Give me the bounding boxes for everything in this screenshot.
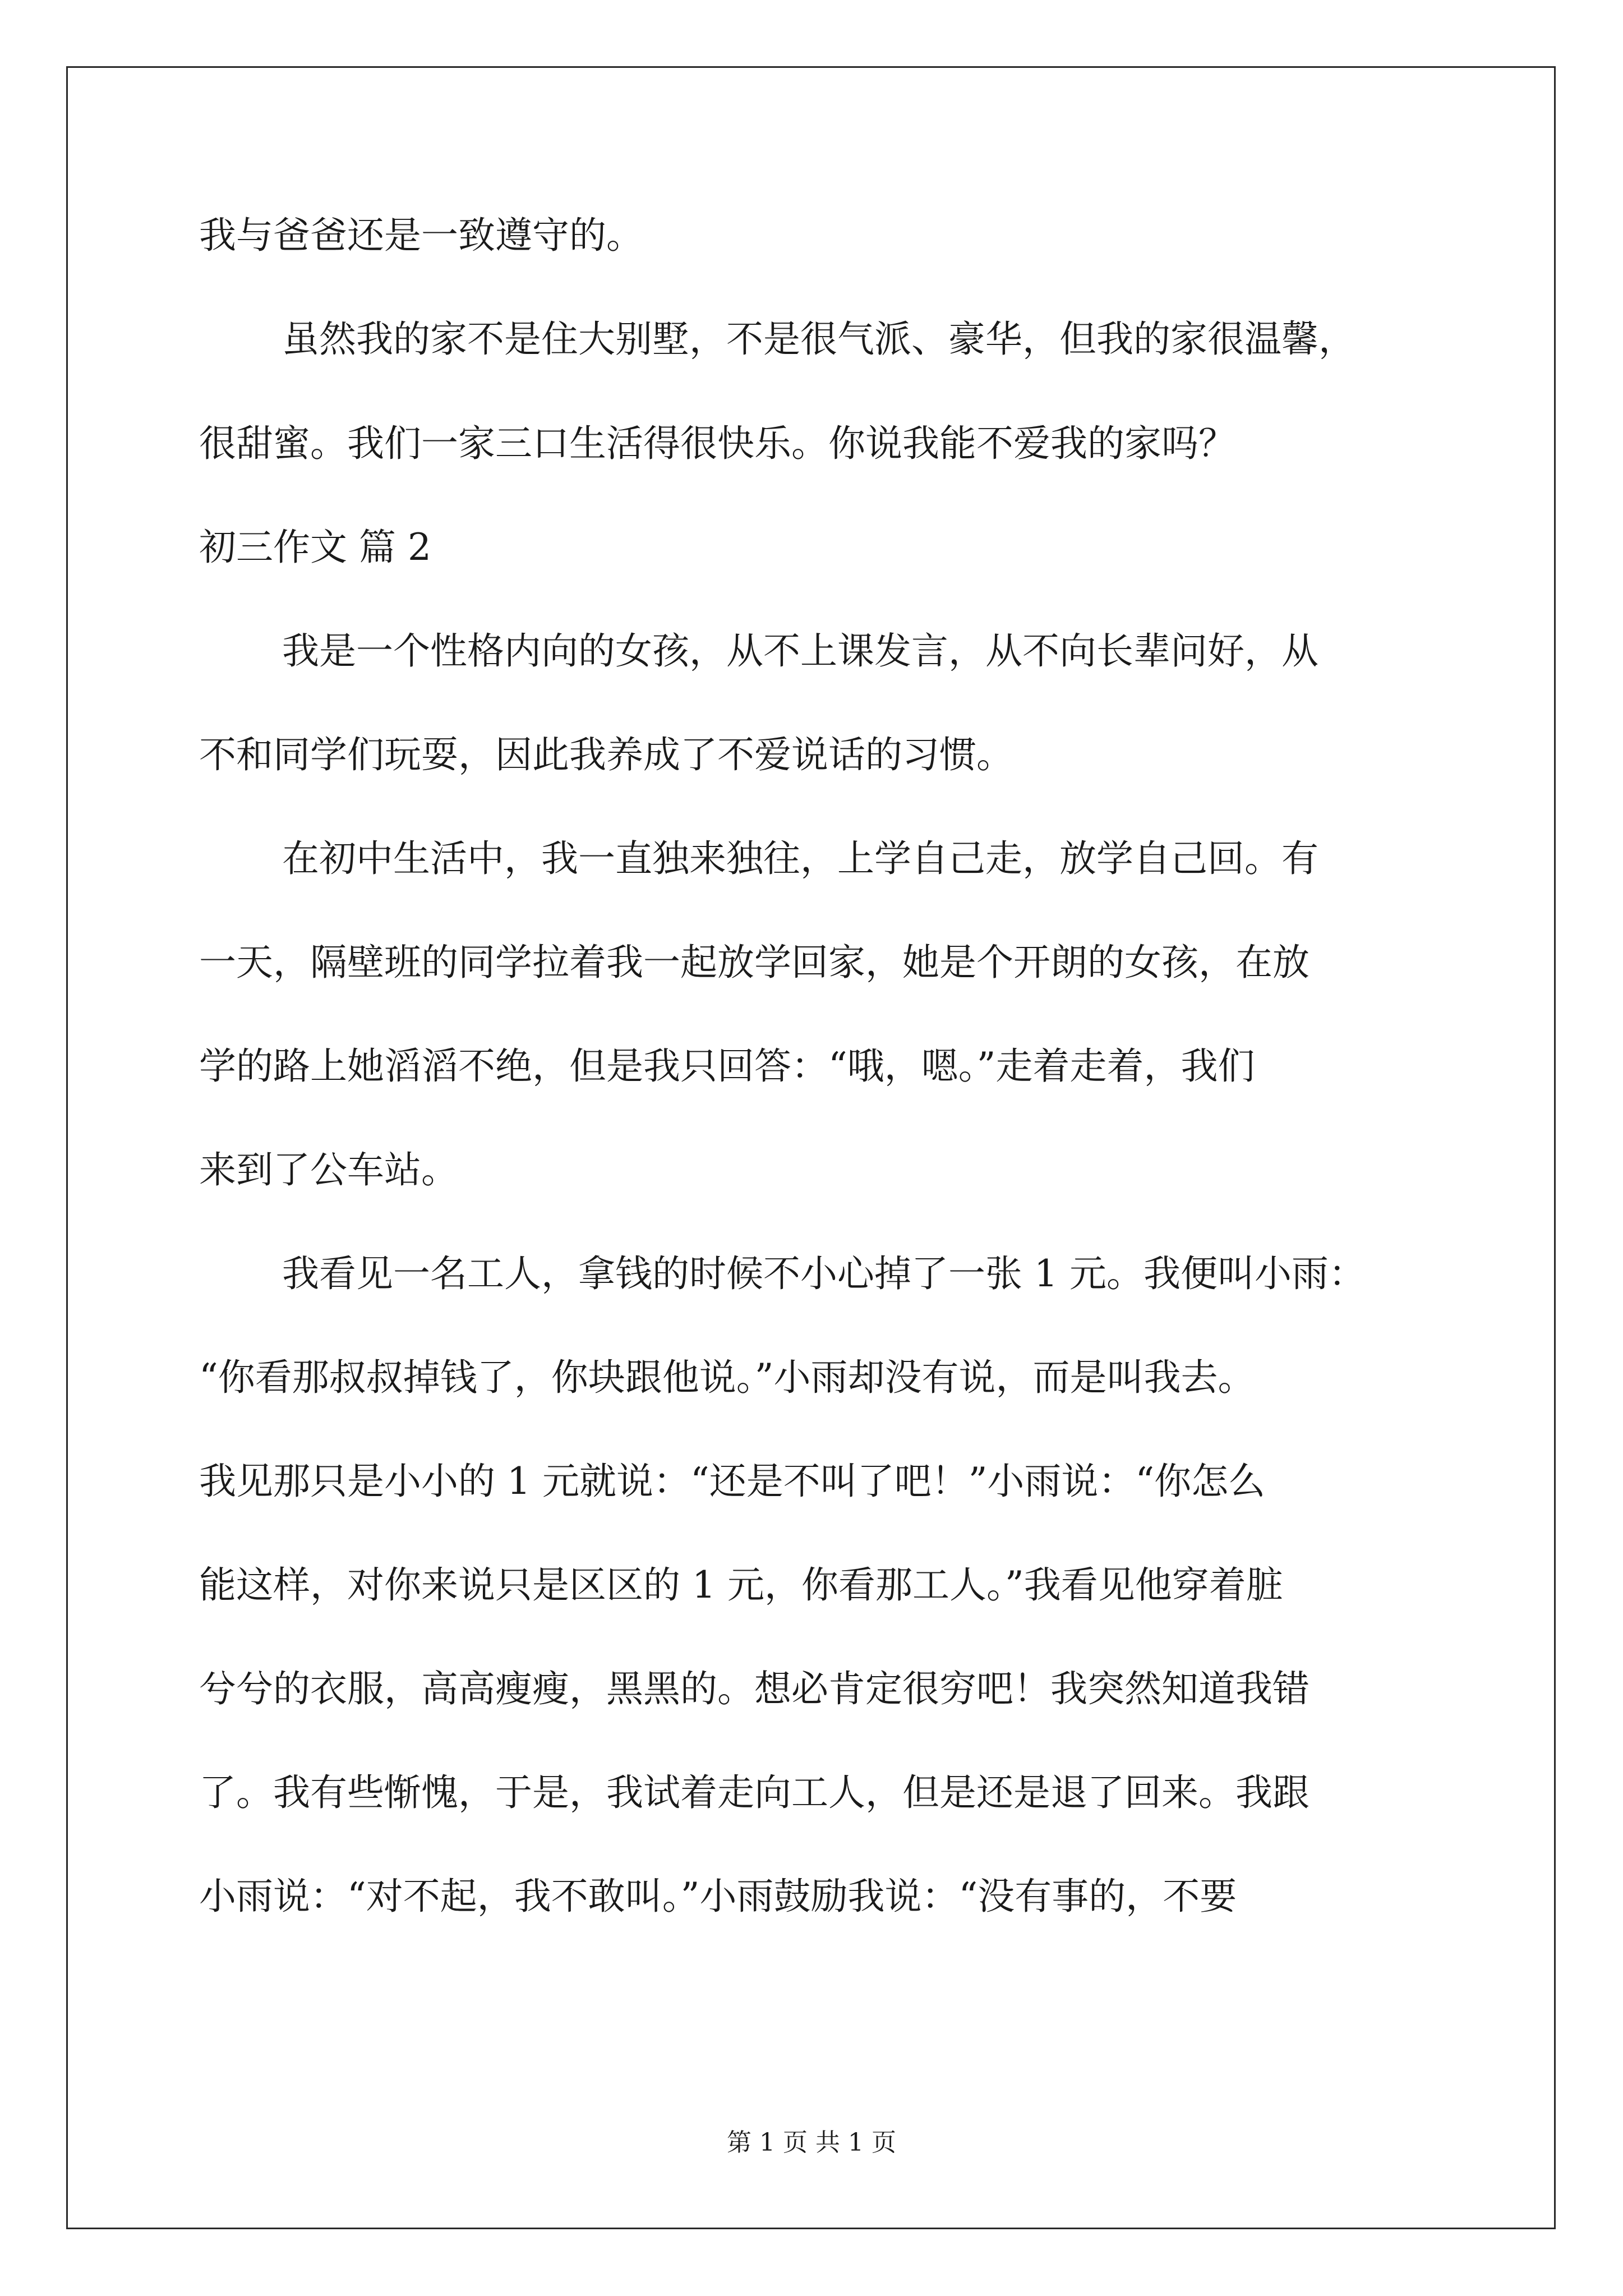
page-footer: 第 1 页 共 1 页 <box>727 2128 896 2157</box>
text-line: 我见那只是小小的 1 元就说：“还是不叫了吧！”小雨说：“你怎么 <box>199 1460 1266 1503</box>
text-line: 来到了公车站。 <box>199 1148 458 1191</box>
text-line: 不和同学们玩耍，因此我养成了不爱说话的习惯。 <box>199 733 1013 776</box>
section-heading: 初三作文 篇 2 <box>199 526 431 569</box>
text-line: 能这样，对你来说只是区区的 1 元，你看那工人。”我看见他穿着脏 <box>199 1563 1283 1607</box>
text-line: 一天，隔壁班的同学拉着我一起放学回家，她是个开朗的女孩，在放 <box>199 941 1310 984</box>
text-line: 我与爸爸还是一致遵守的。 <box>199 214 643 257</box>
text-line: 学的路上她滔滔不绝，但是我只回答：“哦，嗯。”走着走着，我们 <box>199 1045 1255 1088</box>
text-line: 我看见一名工人，拿钱的时候不小心掉了一张 1 元。我便叫小雨： <box>282 1252 1366 1295</box>
text-line: 我是一个性格内向的女孩，从不上课发言，从不向长辈问好，从 <box>282 629 1318 673</box>
text-line: 了。我有些惭愧，于是，我试着走向工人，但是还是退了回来。我跟 <box>199 1771 1310 1814</box>
text-line: 很甜蜜。我们一家三口生活得很快乐。你说我能不爱我的家吗？ <box>199 422 1235 465</box>
text-line: 兮兮的衣服，高高瘦瘦，黑黑的。想必肯定很穷吧！我突然知道我错 <box>199 1667 1310 1710</box>
text-line: 虽然我的家不是住大别墅，不是很气派、豪华，但我的家很温馨， <box>282 318 1355 361</box>
text-line: “你看那叔叔掉钱了，你块跟他说。”小雨却没有说，而是叫我去。 <box>199 1356 1255 1399</box>
text-line: 小雨说：“对不起，我不敢叫。”小雨鼓励我说：“没有事的，不要 <box>199 1875 1237 1918</box>
text-line: 在初中生活中，我一直独来独往，上学自己走，放学自己回。有 <box>282 837 1318 880</box>
